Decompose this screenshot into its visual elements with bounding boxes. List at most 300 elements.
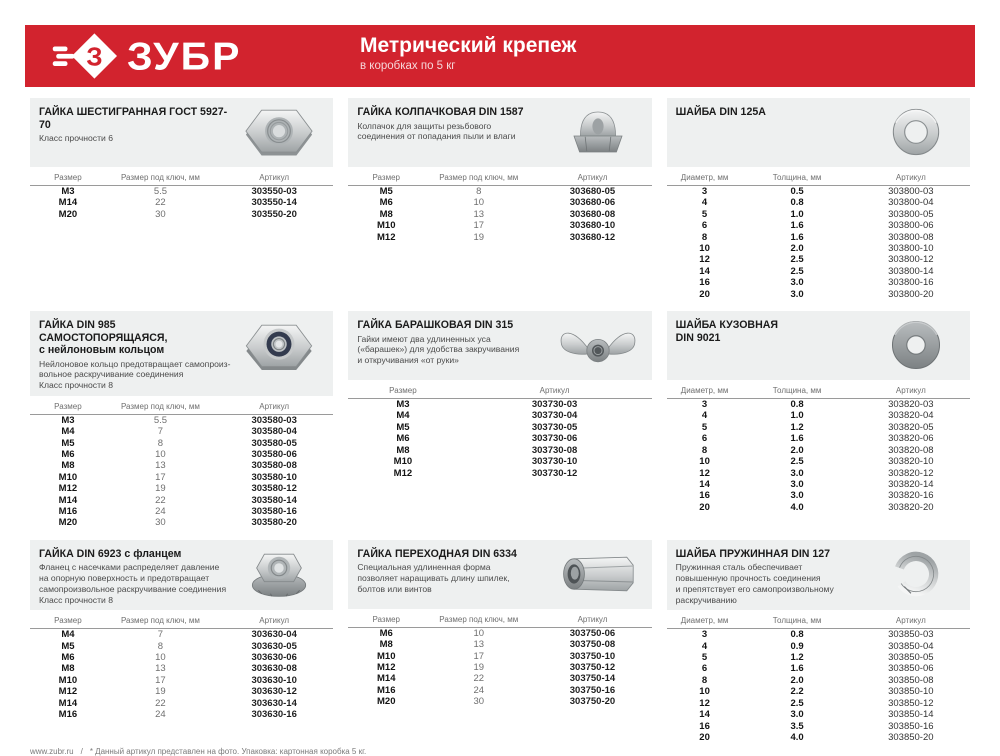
article-cell: 303850-14	[888, 709, 934, 721]
dimension-cell: 19	[473, 231, 485, 243]
section-title-line: ГАЙКА КОЛПАЧКОВАЯ DIN 1587	[357, 106, 524, 118]
size-cell: 8	[701, 231, 708, 243]
column-header: Диаметр, мм	[680, 386, 729, 396]
article-cell: 303820-12	[888, 467, 934, 479]
table-header-row	[348, 173, 651, 186]
size-cell: М4	[396, 410, 410, 422]
column-header: Артикул	[895, 173, 926, 182]
table-header-row	[30, 616, 333, 629]
table-row	[667, 502, 970, 513]
section-header-panel	[667, 540, 970, 610]
article-cell: 303800-04	[888, 197, 934, 209]
flat-washer-image	[868, 104, 964, 160]
table-row	[30, 197, 333, 208]
size-cell: М16	[58, 709, 78, 721]
section-header-panel	[30, 311, 333, 396]
article-cell: 303630-10	[251, 674, 297, 686]
size-cell: М12	[58, 483, 78, 495]
article-cell: 303580-08	[251, 460, 297, 472]
column-header: Размер	[54, 616, 82, 626]
table-row	[348, 220, 651, 231]
size-cell: 16	[699, 720, 710, 732]
article-cell: 303850-03	[888, 629, 934, 641]
dimension-cell: 0.8	[790, 629, 804, 641]
article-cell: 303800-08	[888, 231, 934, 243]
article-cell: 303630-06	[251, 652, 297, 664]
size-cell: 20	[699, 288, 710, 300]
article-cell: 303820-16	[888, 490, 934, 502]
section-title-line: DIN 9021	[675, 331, 721, 344]
dimension-cell: 30	[155, 208, 166, 220]
dimension-cell: 24	[473, 684, 485, 696]
section-title	[39, 548, 231, 561]
table-body	[348, 186, 651, 243]
size-cell: М14	[58, 197, 78, 209]
section-title-line: ГАЙКА ШЕСТИГРАННАЯ ГОСТ 5927-70	[39, 106, 228, 131]
table-row	[667, 399, 970, 410]
section-description	[676, 562, 868, 605]
size-cell: М6	[379, 197, 393, 209]
table-row	[30, 652, 333, 663]
size-cell: 3	[701, 399, 708, 411]
size-table	[667, 173, 970, 300]
dimension-cell: 17	[473, 650, 485, 662]
size-table	[348, 173, 651, 243]
table-row	[667, 641, 970, 652]
size-cell: М14	[58, 494, 78, 506]
article-cell: 303580-20	[251, 517, 297, 529]
size-cell: 4	[701, 410, 708, 422]
dimension-cell: 2.5	[790, 456, 804, 468]
size-cell: М20	[58, 208, 78, 220]
article-cell: 303820-08	[888, 444, 934, 456]
table-row	[348, 639, 651, 650]
article-cell: 303850-20	[888, 731, 934, 743]
size-cell: 10	[699, 456, 710, 468]
column-header: Артикул	[259, 616, 290, 626]
size-cell: М16	[377, 684, 396, 696]
dimension-cell: 3.5	[790, 720, 804, 732]
size-cell: М12	[393, 467, 413, 479]
section-header-panel	[667, 311, 970, 380]
article-cell: 303580-03	[251, 414, 297, 426]
coupling-nut-image	[550, 546, 646, 602]
article-cell: 303730-06	[531, 433, 578, 445]
page-subtitle: в коробках по 5 кг	[360, 60, 456, 73]
dimension-cell: 30	[473, 696, 485, 708]
article-cell: 303750-06	[569, 627, 616, 639]
product-section	[30, 540, 333, 744]
column-header: Толщина, мм	[772, 386, 822, 396]
section-title	[357, 106, 549, 119]
article-cell: 303580-12	[251, 483, 297, 495]
column-header: Артикул	[259, 173, 290, 182]
section-header-panel	[348, 98, 651, 167]
dimension-cell: 10	[155, 448, 166, 460]
dimension-cell: 1.6	[790, 663, 804, 675]
article-cell: 303850-08	[888, 674, 934, 686]
section-title-line: ГАЙКА DIN 6923 с фланцем	[39, 547, 182, 560]
dimension-cell: 19	[155, 483, 166, 495]
dimension-cell: 22	[473, 673, 485, 685]
description-line: Класс прочности 6	[39, 133, 114, 143]
size-cell: М4	[61, 426, 75, 438]
article-cell: 303680-06	[569, 197, 616, 209]
article-cell: 303750-12	[569, 662, 616, 674]
size-table	[667, 386, 970, 513]
section-title	[357, 319, 549, 332]
size-cell: М6	[379, 627, 393, 639]
article-cell: 303820-05	[888, 421, 934, 433]
size-cell: М5	[396, 421, 410, 433]
size-cell: 14	[699, 478, 710, 490]
description-line: и откручивания «от руки»	[357, 355, 459, 366]
section-title-line: ГАЙКА ПЕРЕХОДНАЯ DIN 6334	[357, 547, 517, 560]
section-title	[676, 106, 868, 119]
section-title-line: ШАЙБА КУЗОВНАЯ	[675, 319, 778, 332]
description-line: Класс прочности 8	[39, 380, 114, 391]
column-header: Диаметр, мм	[680, 616, 729, 626]
table-row	[30, 209, 333, 220]
size-cell: М14	[377, 673, 396, 685]
table-row	[667, 445, 970, 456]
product-section	[667, 311, 970, 529]
article-cell: 303850-16	[888, 720, 934, 732]
size-cell: М10	[58, 471, 78, 483]
article-cell: 303820-10	[888, 456, 934, 468]
table-row	[30, 675, 333, 686]
table-header-row	[30, 402, 333, 415]
column-header: Размер под ключ, мм	[120, 401, 200, 411]
table-row	[667, 277, 970, 288]
description-line: соединения от попадания пыли и влаги	[357, 131, 516, 142]
table-row	[348, 410, 651, 421]
article-cell: 303800-14	[888, 265, 934, 277]
dimension-cell: 1.0	[790, 208, 804, 220]
column-header: Размер	[54, 173, 82, 182]
size-cell: 5	[701, 421, 708, 433]
article-cell: 303630-16	[251, 709, 297, 721]
size-cell: 8	[701, 674, 708, 686]
article-cell: 303750-08	[569, 639, 616, 651]
dimension-cell: 8	[157, 640, 164, 652]
table-row	[30, 629, 333, 640]
table-body	[348, 628, 651, 708]
product-section	[30, 311, 333, 529]
flange-nut-image	[231, 546, 327, 602]
cap-nut-image	[550, 104, 646, 160]
size-cell: М4	[61, 629, 75, 641]
article-cell: 303580-04	[251, 426, 297, 438]
section-title	[676, 548, 868, 561]
dimension-cell: 10	[473, 627, 485, 639]
size-cell: М8	[379, 639, 393, 651]
column-header: Размер	[54, 401, 82, 411]
column-header: Размер	[372, 614, 400, 624]
description-line: Колпачок для защиты резьбового	[357, 120, 492, 131]
table-row	[667, 652, 970, 663]
dimension-cell: 24	[155, 709, 166, 721]
article-cell: 303850-05	[888, 652, 934, 664]
dimension-cell: 22	[155, 494, 166, 506]
article-cell: 303730-12	[531, 467, 578, 479]
dimension-cell: 10	[155, 652, 166, 664]
article-cell: 303800-12	[888, 254, 934, 266]
size-cell: М10	[58, 674, 78, 686]
table-row	[348, 399, 651, 410]
dimension-cell: 22	[155, 197, 166, 209]
table-row	[30, 438, 333, 449]
table-row	[348, 422, 651, 433]
description-line: позволяет наращивать длину шпилек,	[357, 573, 510, 584]
hex-nut-image	[231, 104, 327, 160]
size-table	[30, 616, 333, 720]
table-row	[30, 506, 333, 517]
article-cell: 303750-16	[569, 684, 616, 696]
dimension-cell: 8	[476, 186, 482, 197]
description-line: повышенную прочность соединения	[675, 573, 821, 584]
description-line: самопроизвольное раскручивание соединения	[39, 583, 227, 594]
dimension-cell: 3.0	[790, 478, 804, 490]
size-cell: М5	[379, 186, 393, 197]
dimension-cell: 1.0	[790, 410, 804, 422]
table-row	[667, 266, 970, 277]
table-row	[30, 517, 333, 528]
column-header: Артикул	[259, 401, 290, 411]
size-cell: М20	[377, 696, 396, 708]
column-header: Размер под ключ, мм	[439, 614, 519, 624]
size-cell: М3	[396, 399, 410, 411]
dimension-cell: 1.2	[790, 421, 804, 433]
table-row	[667, 209, 970, 220]
table-body	[30, 186, 333, 220]
article-cell: 303580-06	[251, 448, 297, 460]
sections-grid	[30, 98, 970, 743]
zubr-logo-icon	[51, 30, 117, 82]
article-cell: 303550-03	[251, 186, 297, 197]
table-row	[348, 186, 651, 197]
size-cell: М10	[377, 650, 396, 662]
article-cell: 303820-04	[888, 410, 934, 422]
table-row	[30, 709, 333, 720]
dimension-cell: 7	[157, 426, 164, 438]
dimension-cell: 8	[157, 437, 164, 449]
section-description	[39, 133, 231, 144]
table-row	[348, 696, 651, 707]
brand-name: ЗУБР	[127, 33, 242, 78]
section-title-line: ШАЙБА DIN 125A	[675, 106, 766, 118]
size-cell: 20	[699, 501, 710, 513]
table-body	[30, 415, 333, 529]
dimension-cell: 13	[473, 639, 485, 651]
size-cell: 20	[699, 731, 710, 743]
table-row	[30, 460, 333, 471]
dimension-cell: 5.5	[153, 186, 168, 197]
size-cell: М8	[61, 663, 75, 675]
dimension-cell: 5.5	[153, 414, 168, 426]
table-row	[667, 629, 970, 640]
table-row	[667, 709, 970, 720]
table-row	[30, 686, 333, 697]
dimension-cell: 4.0	[790, 731, 804, 743]
size-cell: 8	[701, 444, 708, 456]
size-cell: М3	[61, 414, 75, 426]
size-cell: 12	[699, 254, 710, 266]
article-cell: 303580-05	[251, 437, 297, 449]
article-cell: 303550-14	[251, 197, 297, 209]
size-cell: 12	[699, 467, 710, 479]
dimension-cell: 17	[155, 674, 166, 686]
section-title	[676, 319, 868, 344]
article-cell: 303750-14	[569, 673, 616, 685]
section-header-panel	[30, 98, 333, 167]
dimension-cell: 1.6	[790, 220, 804, 232]
size-table	[667, 616, 970, 743]
table-row	[667, 422, 970, 433]
article-cell: 303580-14	[251, 494, 297, 506]
section-description	[357, 334, 549, 366]
size-table	[30, 402, 333, 529]
column-header: Артикул	[895, 386, 926, 396]
product-section	[667, 98, 970, 300]
section-title-line: ГАЙКА DIN 985 САМОСТОПОРЯЩАЯСЯ,	[39, 319, 168, 344]
section-description	[357, 121, 549, 142]
table-body	[348, 399, 651, 479]
dimension-cell: 13	[155, 460, 166, 472]
table-body	[667, 186, 970, 300]
dimension-cell: 2.5	[790, 697, 804, 709]
table-row	[30, 415, 333, 426]
product-section	[348, 540, 651, 744]
column-header: Толщина, мм	[772, 173, 822, 182]
dimension-cell: 19	[155, 686, 166, 698]
size-cell: М10	[377, 220, 396, 232]
section-description	[39, 359, 231, 391]
size-cell: М10	[393, 456, 413, 468]
table-row	[348, 673, 651, 684]
dimension-cell: 2.0	[790, 243, 804, 255]
section-header-panel	[348, 311, 651, 380]
dimension-cell: 2.2	[790, 686, 804, 698]
dimension-cell: 1.6	[790, 231, 804, 243]
dimension-cell: 1.6	[790, 433, 804, 445]
article-cell: 303820-03	[888, 399, 934, 411]
section-description	[357, 562, 549, 594]
product-section	[667, 540, 970, 744]
product-section	[30, 98, 333, 300]
table-row	[30, 698, 333, 709]
table-row	[348, 197, 651, 208]
table-row	[348, 685, 651, 696]
table-header-row	[667, 386, 970, 399]
size-cell: 4	[701, 640, 708, 652]
dimension-cell: 17	[155, 471, 166, 483]
table-row	[667, 254, 970, 265]
article-cell: 303680-12	[569, 231, 616, 243]
size-cell: 5	[701, 208, 708, 220]
size-cell: М16	[58, 506, 78, 518]
article-cell: 303630-14	[251, 697, 297, 709]
size-table	[348, 386, 651, 479]
size-cell: М5	[61, 437, 75, 449]
table-header-row	[667, 173, 970, 186]
page-heading	[360, 34, 576, 72]
table-row	[348, 445, 651, 456]
product-section	[348, 311, 651, 529]
size-cell: 3	[701, 629, 708, 641]
size-cell: 14	[699, 265, 710, 277]
size-table	[348, 615, 651, 708]
table-row	[348, 433, 651, 444]
dimension-cell: 13	[473, 208, 485, 220]
section-header-panel	[667, 98, 970, 167]
description-line: и препятствует его самопроизвольному	[675, 583, 834, 594]
size-cell: М6	[396, 433, 410, 445]
dimension-cell: 13	[155, 663, 166, 675]
dimension-cell: 17	[473, 220, 485, 232]
dimension-cell: 10	[473, 197, 485, 209]
size-cell: М3	[61, 186, 75, 197]
size-cell: 16	[699, 277, 710, 289]
size-cell: 5	[701, 652, 708, 664]
nylon-lock-nut-image	[231, 317, 327, 373]
article-cell: 303680-10	[569, 220, 616, 232]
dimension-cell: 2.5	[790, 254, 804, 266]
dimension-cell: 7	[157, 629, 164, 641]
article-cell: 303820-20	[888, 501, 934, 513]
size-cell: 6	[701, 433, 708, 445]
table-row	[667, 433, 970, 444]
size-cell: М8	[379, 208, 393, 220]
size-cell: 16	[699, 490, 710, 502]
table-row	[667, 186, 970, 197]
column-header: Размер под ключ, мм	[439, 173, 519, 182]
table-row	[667, 456, 970, 467]
article-cell: 303550-20	[251, 208, 297, 220]
size-cell: 4	[701, 197, 708, 209]
section-title-line: ГАЙКА БАРАШКОВАЯ DIN 315	[357, 319, 514, 332]
dimension-cell: 0.9	[790, 640, 804, 652]
table-row	[667, 410, 970, 421]
size-cell: М8	[61, 460, 75, 472]
table-row	[30, 426, 333, 437]
brand-header	[25, 25, 975, 87]
article-cell: 303630-05	[251, 640, 297, 652]
table-row	[348, 662, 651, 673]
section-title	[357, 548, 549, 561]
dimension-cell: 4.0	[790, 501, 804, 513]
article-cell: 303630-12	[251, 686, 297, 698]
article-cell: 303850-04	[888, 640, 934, 652]
article-cell: 303580-16	[251, 506, 297, 518]
column-header: Размер под ключ, мм	[120, 173, 200, 182]
spring-washer-image	[868, 546, 964, 602]
size-table	[30, 173, 333, 220]
fender-washer-image	[868, 317, 964, 373]
site-url: www.zubr.ru	[30, 747, 74, 756]
section-description	[39, 562, 231, 605]
zubr-logo	[25, 30, 241, 82]
column-header: Артикул	[577, 614, 608, 624]
article-cell: 303850-10	[888, 686, 934, 698]
size-cell: М20	[58, 517, 78, 529]
dimension-cell: 3.0	[790, 467, 804, 479]
column-header: Артикул	[539, 386, 570, 396]
size-cell: 10	[699, 686, 710, 698]
dimension-cell: 24	[155, 506, 166, 518]
table-row	[667, 197, 970, 208]
description-line: Специальная удлиненная форма	[357, 562, 491, 573]
